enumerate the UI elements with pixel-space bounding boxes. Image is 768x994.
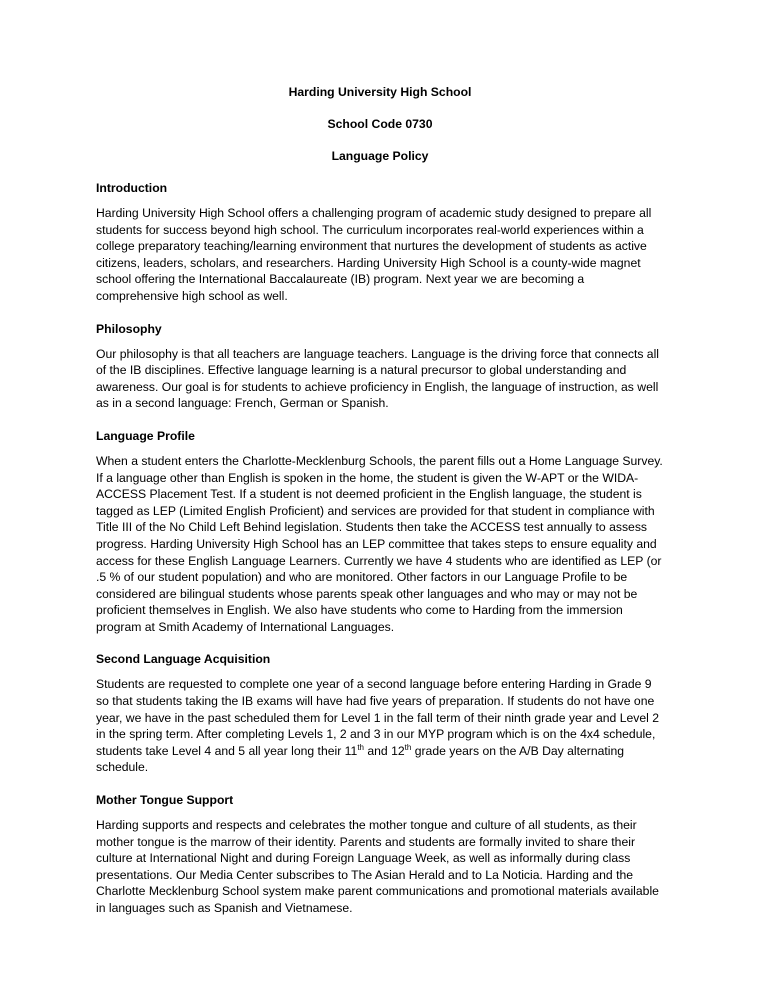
mother-tongue-heading: Mother Tongue Support (96, 793, 234, 808)
policy-title: Language Policy (331, 149, 429, 163)
introduction-heading: Introduction (96, 181, 168, 195)
second-language-text-3: grade years on the A/B Day alternating schedule. (96, 743, 625, 775)
superscript-th-1: th (357, 742, 364, 752)
second-language-text-2: and 12 (363, 743, 405, 758)
philosophy-body: Our philosophy is that all teachers are language teachers. Language is the driving force that connects all of the IB disciplines. Effective language learning is a natural precursor to global understanding and awareness. Our goal is for students to achieve proficiency in English, the language of instruction, as well as in a second language: French, German or Spanish. (96, 346, 659, 411)
superscript-th-2: th (404, 742, 412, 752)
second-language-body (96, 676, 664, 776)
school-name-title: Harding University High School (288, 85, 472, 99)
second-language-text-1: Students are requested to complete one year of a second language before entering Harding in Grade 9 so that students taking the IB exams will have had five years of preparation. If students do not have one year, we have in the past scheduled them for Level 1 in the fall term of their ninth grade year and Level 2 in the spring term. After completing Levels 1, 2 and 3 in our MYP program which is on the 4x4 schedule, students take Level 4 and 5 all year long their 11 (96, 677, 659, 758)
introduction-body: Harding University High School offers a challenging program of academic study designed to prepare all students for success beyond high school. The curriculum incorporates real-world experiences within a college preparatory teaching/learning environment that nurtures the development of students as active citizens, leaders, scholars, and researchers. Harding University High School is a county-wide magnet school offering the International Baccalaureate (IB) program. Next year we are becoming a comprehensive high school as well. (96, 206, 652, 303)
school-code-title: School Code 0730 (327, 117, 433, 131)
philosophy-heading: Philosophy (96, 321, 162, 336)
language-profile-body: When a student enters the Charlotte-Mecklenburg Schools, the parent fills out a Home Language Survey. If a language other than English is spoken in the home, the student is given the W-APT or the WIDA-ACCESS Placement Test. If a student is not deemed proficient in the English language, the student is tagged as LEP (Limited English Proficient) and services are provided for that student in compliance with Title III of the No Child Left Behind legislation. Students then take the ACCESS test annually to assess progress. Harding University High School has an LEP committee that takes steps to ensure equality and access for these English Language Learners. Currently we have 4 students who are identified as LEP (or .5 % of our student population) and who are monitored. Other factors in our Language Profile to be considered are bilingual students whose parents speak other languages and who may or may not be proficient themselves in English. We also have students who come to Harding from the immersion program at Smith Academy of International Languages. (96, 453, 663, 634)
second-language-heading: Second Language Acquisition (96, 652, 271, 667)
language-profile-heading: Language Profile (96, 428, 195, 443)
mother-tongue-body: Harding supports and respects and celebrates the mother tongue and culture of all students, as their mother tongue is the marrow of their identity. Parents and students are formally invited to share their culture at International Night and during Foreign Language Week, as well as informally during class presentations. Our Media Center subscribes to The Asian Herald and to La Noticia. Harding and the Charlotte Mecklenburg School system make parent communications and promotional materials available in languages such as Spanish and Vietnamese. (96, 818, 659, 915)
